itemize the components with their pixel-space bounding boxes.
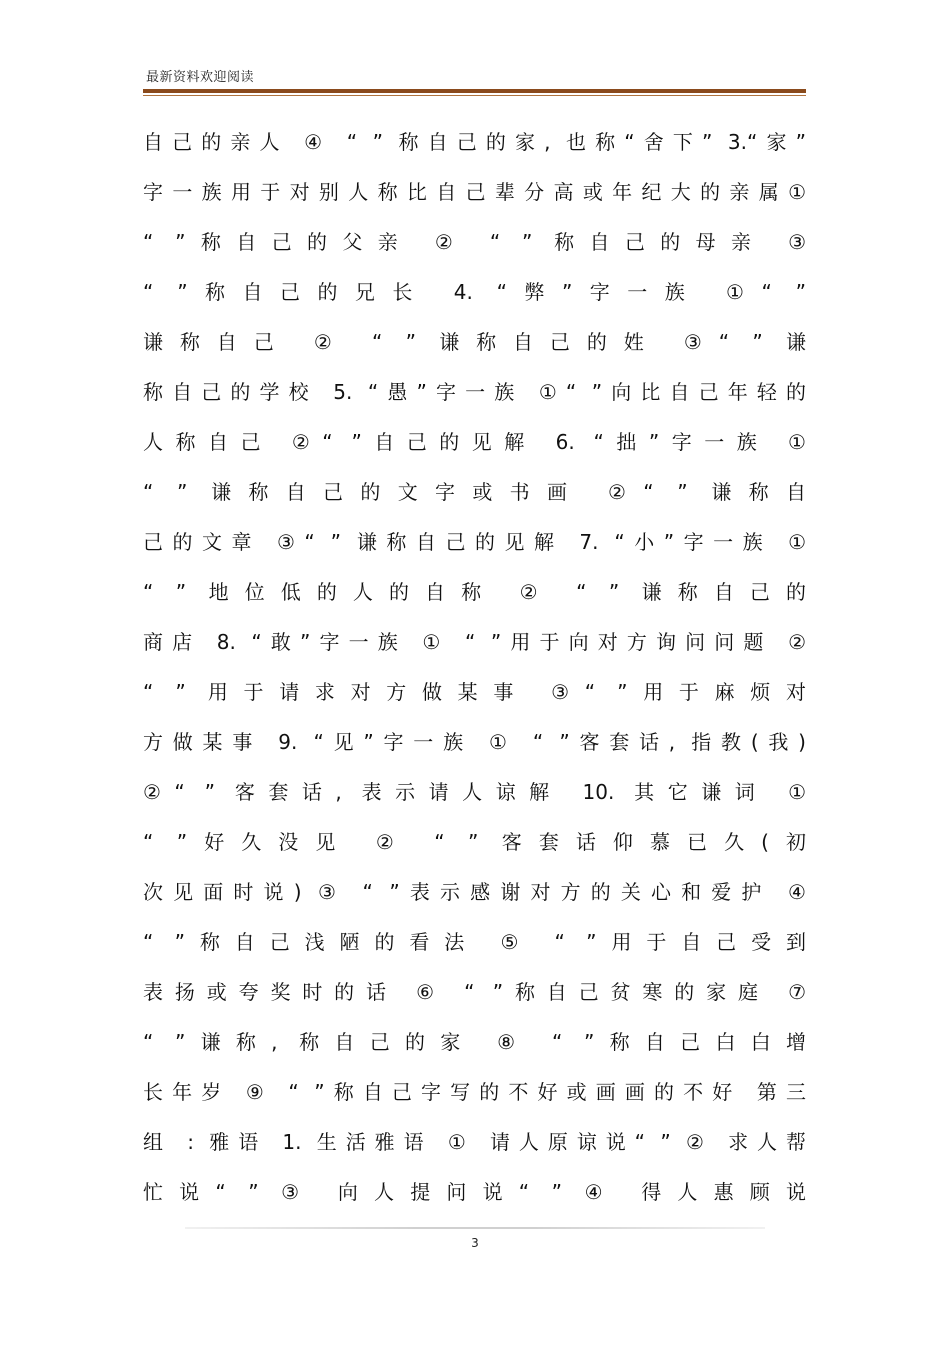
text-line: 谦称自己 ② “ ” 谦称自己的姓 ③“ ” 谦 bbox=[143, 330, 806, 354]
text-line: 表扬或夸奖时的话 ⑥ “ ”称自己贫寒的家庭 ⑦ bbox=[143, 980, 806, 1004]
header-title: 最新资料欢迎阅读 bbox=[146, 70, 255, 85]
header-divider-thin bbox=[143, 95, 806, 96]
text-line: 自己的亲人 ④ “ ” 称自己的家, 也称“舍下” 3.“家” bbox=[143, 130, 806, 154]
text-line: 组 : 雅语 1. 生活雅语 ① 请人原谅说“ ” ② 求人帮 bbox=[143, 1130, 806, 1154]
text-line: 忙说“ ” ③ 向人提问说“ ” ④ 得人惠顾说 bbox=[143, 1180, 806, 1204]
text-line: “ ” 用于请求对方做某事 ③“ ”用于麻烦对 bbox=[143, 680, 806, 704]
text-line: 己的文章 ③“ ” 谦称自己的见解 7. “小”字一族 ① bbox=[143, 530, 806, 554]
text-line: “ ”称自己的兄长 4. “弊”字一族 ①“ ” bbox=[143, 280, 806, 304]
text-line: “ ”称自己的父亲 ② “ ” 称自己的母亲 ③ bbox=[143, 230, 806, 254]
text-line: 字 一 族 用 于 对 别 人 称 比 自 己 辈 分 高 或 年 纪 大 的 亲 属 ① bbox=[143, 180, 806, 204]
text-line: “ ” 谦称自己的文字或书画 ②“ ” 谦称自 bbox=[143, 480, 806, 504]
text-line: 商店 8. “敢”字一族 ① “ ”用于向对方询问问题 ② bbox=[143, 630, 806, 654]
body-text bbox=[143, 117, 806, 1217]
text-line: “ ”称自己浅陋的看法 ⑤ “ ”用于自己受到 bbox=[143, 930, 806, 954]
text-line: “ ” 地位低的人的自称 ② “ ” 谦称自己的 bbox=[143, 580, 806, 604]
text-line: 人称自己 ②“ ”自己的见解 6. “拙”字一族 ① bbox=[143, 430, 806, 454]
footer-divider bbox=[185, 1227, 765, 1229]
text-line: 长年岁 ⑨ “ ”称自己字写的不好或画画的不好 第三 bbox=[143, 1080, 806, 1104]
text-line: “ ”好久没见 ② “ ” 客套话仰慕已久(初 bbox=[143, 830, 806, 854]
text-line: 称自己的学校 5. “愚”字一族 ①“ ”向比自己年轻的 bbox=[143, 380, 806, 404]
text-line: ②“ ” 客套话, 表示请人谅解 10. 其它谦词 ① bbox=[143, 780, 806, 804]
text-line: “ ”谦称, 称自己的家 ⑧ “ ”称自己白白增 bbox=[143, 1030, 806, 1054]
text-line: 方做某事 9. “见”字一族 ① “ ”客套话, 指教(我) bbox=[143, 730, 806, 754]
header-divider bbox=[143, 89, 806, 93]
page-number: 3 bbox=[471, 1236, 479, 1250]
text-line: 次见面时说) ③ “ ”表示感谢对方的关心和爱护 ④ bbox=[143, 880, 806, 904]
